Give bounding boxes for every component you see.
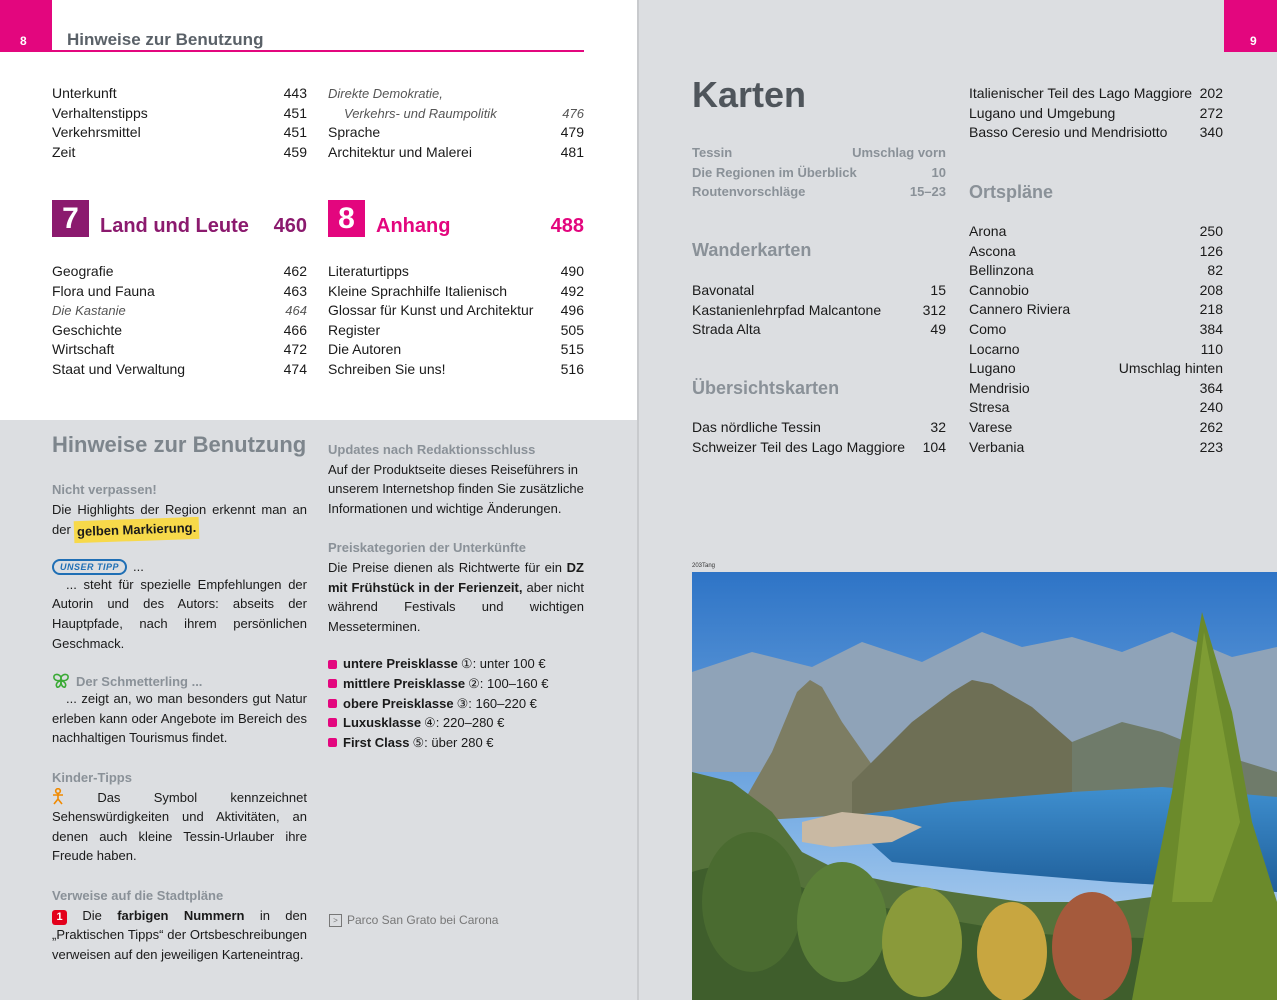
toc-page: 490	[560, 263, 584, 279]
yellow-highlight-marker: gelben Markierung.	[74, 517, 200, 543]
chapter-number-box: 8	[328, 200, 365, 237]
toc-entry[interactable]	[328, 282, 584, 302]
toc-page: 32	[930, 419, 946, 435]
map-entry[interactable]	[969, 320, 1223, 340]
toc-page: 496	[560, 302, 584, 319]
toc-page: 451	[283, 124, 307, 141]
map-entry[interactable]	[692, 301, 946, 321]
kinder-tipps-text	[52, 788, 307, 866]
verweise-heading: Verweise auf die Stadtpläne	[52, 887, 224, 903]
toc-page: 464	[285, 303, 307, 319]
toc-label: Direkte Demokratie,	[328, 86, 443, 101]
map-entry[interactable]	[969, 438, 1223, 458]
bullet-square-icon	[328, 679, 337, 688]
toc-label: Die Autoren	[328, 341, 402, 358]
toc-page: 463	[283, 282, 307, 299]
schmetterling-text: ... zeigt an, wo man besonders gut Natur erleben kann oder Angebote im Bereich des nachhaltigen Tourismus findet.	[52, 691, 307, 746]
toc-entry[interactable]	[328, 262, 584, 282]
uebersichtskarten-list	[692, 418, 946, 457]
map-entry[interactable]	[969, 123, 1223, 143]
price-class-name: Luxusklasse	[343, 715, 422, 731]
price-class-symbol: ⑤	[412, 734, 425, 750]
price-class-item	[328, 674, 584, 694]
toc-label: Cannero Riviera	[969, 301, 1071, 318]
toc-page: 515	[560, 341, 584, 358]
chapter-page: 488	[550, 215, 584, 237]
toc-label: Routenvorschläge	[692, 184, 806, 200]
toc-label: Ascona	[969, 242, 1016, 259]
toc-label: Geschichte	[52, 321, 123, 338]
toc-page: 272	[1199, 104, 1223, 121]
toc-label: Verbania	[969, 438, 1025, 455]
map-entry[interactable]	[692, 182, 946, 202]
running-head: Hinweise zur Benutzung	[67, 30, 264, 49]
toc-page: 505	[560, 321, 584, 338]
toc-label: Italienischer Teil des Lago Maggiore	[969, 85, 1193, 101]
toc-label: Zeit	[52, 143, 76, 160]
map-entry[interactable]	[969, 222, 1223, 242]
toc-entry[interactable]	[52, 123, 307, 143]
toc-page: 466	[283, 321, 307, 338]
price-class-symbol: ②	[468, 675, 480, 691]
price-class-symbol: ④	[424, 715, 436, 731]
toc-label: Bavonatal	[692, 282, 755, 298]
price-class-name: untere Preisklasse	[343, 656, 458, 672]
toc-entry[interactable]	[52, 84, 307, 104]
page-number-tab-left	[0, 0, 52, 52]
toc-page: 15–23	[909, 184, 946, 200]
page-number: 8	[20, 34, 27, 48]
price-class-item	[328, 694, 584, 714]
photo-caption	[329, 913, 498, 927]
price-class-item	[328, 654, 584, 674]
gutter	[637, 0, 639, 1000]
toc-page: 474	[283, 360, 307, 377]
toc-label: Locarno	[969, 340, 1020, 357]
caption-text: Parco San Grato bei Carona	[347, 913, 499, 927]
toc-label: Lugano und Umgebung	[969, 104, 1116, 121]
toc-entry[interactable]	[328, 360, 584, 380]
toc-page: 516	[560, 360, 584, 377]
price-class-symbol: ①	[460, 656, 473, 672]
lake-lugano-illustration	[692, 572, 1277, 1000]
toc-entry[interactable]	[52, 262, 307, 282]
nicht-verpassen-heading: Nicht verpassen!	[52, 482, 157, 497]
verweise-text	[52, 906, 307, 965]
usage-col-right	[328, 440, 584, 752]
text: Das Symbol kennzeichnet Sehenswürdigkeiten und Aktivitäten, an denen auch kleine Tessin-Urlauber ihre Freude haben.	[52, 789, 307, 864]
price-class-range: : unter 100 €	[472, 656, 546, 672]
toc-label: Tessin	[692, 145, 733, 160]
map-entry[interactable]	[692, 163, 946, 183]
text: aber nicht während Festivals und wichtigen Messeterminen.	[328, 579, 584, 634]
toc-label: Bellinzona	[969, 262, 1034, 279]
price-class-symbol: ③	[456, 695, 469, 711]
price-class-name: obere Preisklasse	[343, 695, 454, 711]
toc-label: Die Regionen im Überblick	[692, 164, 857, 180]
toc-page: 479	[560, 124, 584, 141]
toc-page: 218	[1199, 301, 1223, 318]
toc-entry[interactable]	[52, 360, 307, 380]
toc-label: Schreiben Sie uns!	[328, 360, 446, 377]
map-entry[interactable]	[692, 281, 946, 301]
map-entry[interactable]	[969, 379, 1223, 399]
toc-label: Stresa	[969, 399, 1010, 416]
toc-page: 10	[931, 164, 946, 180]
nicht-verpassen-text	[52, 500, 307, 541]
chapter-8-entries	[328, 262, 584, 380]
ortsplaene-list	[969, 222, 1223, 457]
toc-label: Flora und Fauna	[52, 282, 155, 299]
map-entry[interactable]	[969, 300, 1223, 320]
toc-page: 459	[283, 143, 307, 160]
toc-page: 451	[283, 104, 307, 121]
map-entry[interactable]	[969, 398, 1223, 418]
kinder-tipps-heading: Kinder-Tipps	[52, 769, 132, 785]
toc-entry[interactable]	[328, 84, 584, 104]
toc-page: Umschlag vorn	[852, 145, 946, 160]
page-number: 9	[1250, 34, 1257, 48]
toc-page: 223	[1199, 438, 1223, 455]
bullet-square-icon	[328, 738, 337, 747]
wanderkarten-list	[692, 281, 946, 340]
map-entry[interactable]	[969, 418, 1223, 438]
toc-page: 208	[1199, 281, 1223, 298]
text: in den „Praktischen Tipps“ der Ortsbeschreibungen verweisen auf den jeweiligen Karteneintrag.	[52, 907, 307, 962]
toc-entry[interactable]	[52, 104, 307, 124]
caption-arrow-icon: >	[329, 914, 342, 927]
toc-page: 110	[1200, 340, 1223, 357]
price-class-range: : 100–160 €	[479, 675, 549, 691]
text: Die Highlights der Region erkennt man an der	[52, 501, 307, 538]
toc-page: 476	[562, 105, 584, 121]
toc-label: Unterkunft	[52, 85, 117, 101]
toc-page: 481	[560, 143, 584, 160]
toc-entry[interactable]	[328, 104, 584, 124]
toc-label: Kleine Sprachhilfe Italienisch	[328, 282, 507, 299]
toc-list	[328, 123, 584, 162]
toc-page: 443	[283, 85, 307, 101]
price-class-list	[328, 654, 584, 752]
ortsplaene-heading: Ortspläne	[969, 182, 1054, 202]
toc-entry[interactable]	[328, 301, 584, 321]
toc-page: 240	[1199, 399, 1223, 416]
toc-label: Register	[328, 321, 381, 338]
chapter-7-entries	[52, 262, 307, 380]
toc-label: Verkehrs- und Raumpolitik	[344, 105, 497, 121]
text: Die	[82, 907, 102, 923]
toc-page: Umschlag hinten	[1118, 360, 1223, 377]
child-icon	[52, 788, 64, 805]
map-entry[interactable]	[692, 438, 946, 458]
bullet-square-icon	[328, 718, 337, 727]
toc-label: Staat und Verwaltung	[52, 360, 186, 377]
map-entry[interactable]	[969, 281, 1223, 301]
map-entry[interactable]	[969, 242, 1223, 262]
schmetterling-heading: Der Schmetterling ...	[76, 673, 203, 689]
chapter-7-heading[interactable]	[52, 200, 307, 238]
unser-tipp-text: ... steht für spezielle Empfehlungen der Autorin und des Autors: abseits der Hauptpfade, nach ihrem persönlichen Geschmack.	[52, 576, 307, 651]
regional-maps-list	[969, 84, 1223, 143]
butterfly-icon	[52, 673, 70, 689]
toc-page: 104	[922, 438, 946, 455]
toc-page: 492	[560, 282, 584, 299]
price-class-name: First Class	[343, 734, 410, 750]
toc-label: Architektur und Malerei	[328, 143, 472, 160]
toc-label: Lugano	[969, 360, 1016, 377]
toc-page: 340	[1199, 124, 1223, 141]
toc-page: 462	[283, 263, 307, 279]
ellipsis: ...	[133, 559, 144, 575]
page-title: Karten	[692, 74, 807, 115]
toc-page: 126	[1199, 242, 1223, 259]
toc-top-right	[328, 84, 584, 162]
toc-page: 472	[283, 341, 307, 358]
toc-label: Das nördliche Tessin	[692, 419, 821, 435]
map-entry[interactable]	[969, 84, 1223, 104]
map-entry[interactable]	[969, 261, 1223, 281]
map-number-badge: 1	[52, 910, 67, 925]
price-class-range: : über 280 €	[424, 734, 494, 750]
price-class-name: mittlere Preisklasse	[343, 675, 466, 691]
toc-label: Cannobio	[969, 281, 1029, 298]
toc-label: Varese	[969, 418, 1013, 435]
chapter-8-heading[interactable]	[328, 200, 584, 238]
toc-page: 384	[1199, 320, 1223, 337]
toc-label: Glossar für Kunst und Architektur	[328, 302, 534, 319]
chapter-number-box: 7	[52, 200, 89, 237]
usage-title: Hinweise zur Benutzung	[52, 432, 307, 457]
toc-label: Strada Alta	[692, 321, 761, 338]
toc-page: 202	[1199, 85, 1223, 101]
map-entry[interactable]	[969, 340, 1223, 360]
page-number-tab-right	[1224, 0, 1277, 52]
toc-entry[interactable]	[328, 143, 584, 163]
schmetterling-row	[52, 673, 307, 689]
uebersichtskarten-heading: Übersichtskarten	[692, 378, 840, 398]
toc-label: Schweizer Teil des Lago Maggiore	[692, 438, 905, 455]
toc-label: Kastanienlehrpfad Malcantone	[692, 301, 882, 318]
preis-heading: Preiskategorien der Unterkünfte	[328, 540, 526, 556]
usage-col-left	[52, 480, 307, 964]
overview-maps-list	[692, 143, 946, 202]
landscape-photo	[692, 572, 1277, 1000]
toc-label: Mendrisio	[969, 379, 1030, 396]
toc-entry[interactable]	[52, 301, 307, 321]
toc-label: Arona	[969, 223, 1007, 239]
toc-entry[interactable]	[52, 282, 307, 302]
toc-label: Verkehrsmittel	[52, 124, 141, 141]
unser-tipp-row	[52, 559, 307, 575]
updates-heading: Updates nach Redaktionsschluss	[328, 442, 536, 457]
price-class-range: : 160–220 €	[468, 695, 537, 711]
map-entry[interactable]	[692, 143, 946, 163]
bullet-square-icon	[328, 699, 337, 708]
price-class-item	[328, 713, 584, 733]
toc-page: 312	[922, 301, 946, 318]
toc-top-left	[52, 84, 307, 162]
toc-entry[interactable]	[328, 123, 584, 143]
updates-text: Auf der Produktseite dieses Reiseführers in unserem Internetshop finden Sie zusätzliche Informationen und wichtige Änderungen.	[328, 461, 584, 516]
toc-page: 15	[930, 282, 946, 298]
toc-label: Como	[969, 320, 1007, 337]
toc-label: Geografie	[52, 263, 114, 279]
toc-label: Wirtschaft	[52, 341, 115, 358]
photo-credit: 203Tang	[692, 563, 716, 569]
toc-label: Sprache	[328, 124, 381, 141]
toc-page: 82	[1207, 262, 1223, 279]
toc-label: Literaturtipps	[328, 263, 409, 279]
toc-entry[interactable]	[328, 340, 584, 360]
preis-text	[328, 558, 584, 636]
bullet-square-icon	[328, 660, 337, 669]
map-entry[interactable]	[692, 418, 946, 438]
toc-entry[interactable]	[328, 321, 584, 341]
toc-entry[interactable]	[52, 321, 307, 341]
bold-text: DZ mit Frühstück in der Ferienzeit,	[328, 559, 585, 595]
toc-page: 364	[1199, 379, 1223, 396]
toc-page: 49	[930, 321, 946, 338]
header-rule	[52, 50, 584, 52]
text: Die Preise dienen als Richtwerte für ein	[328, 559, 562, 575]
bold-text: farbigen Nummern	[117, 907, 245, 923]
map-entry[interactable]	[692, 320, 946, 340]
price-class-item	[328, 733, 584, 753]
price-class-range: : 220–280 €	[435, 715, 505, 731]
toc-page: 262	[1199, 418, 1223, 435]
toc-label: Basso Ceresio und Mendrisiotto	[969, 124, 1168, 141]
chapter-page: 460	[273, 215, 307, 237]
chapter-title: Land und Leute	[100, 215, 249, 237]
unser-tipp-icon: UNSER TIPP	[52, 559, 127, 575]
toc-entry[interactable]	[52, 340, 307, 360]
wanderkarten-heading: Wanderkarten	[692, 240, 812, 260]
toc-label: Verhaltenstipps	[52, 104, 148, 121]
map-entry[interactable]	[969, 104, 1223, 124]
toc-page: 250	[1199, 223, 1223, 239]
chapter-title: Anhang	[376, 215, 451, 237]
toc-label: Die Kastanie	[52, 303, 126, 319]
map-entry[interactable]	[969, 359, 1223, 379]
toc-entry[interactable]	[52, 143, 307, 163]
